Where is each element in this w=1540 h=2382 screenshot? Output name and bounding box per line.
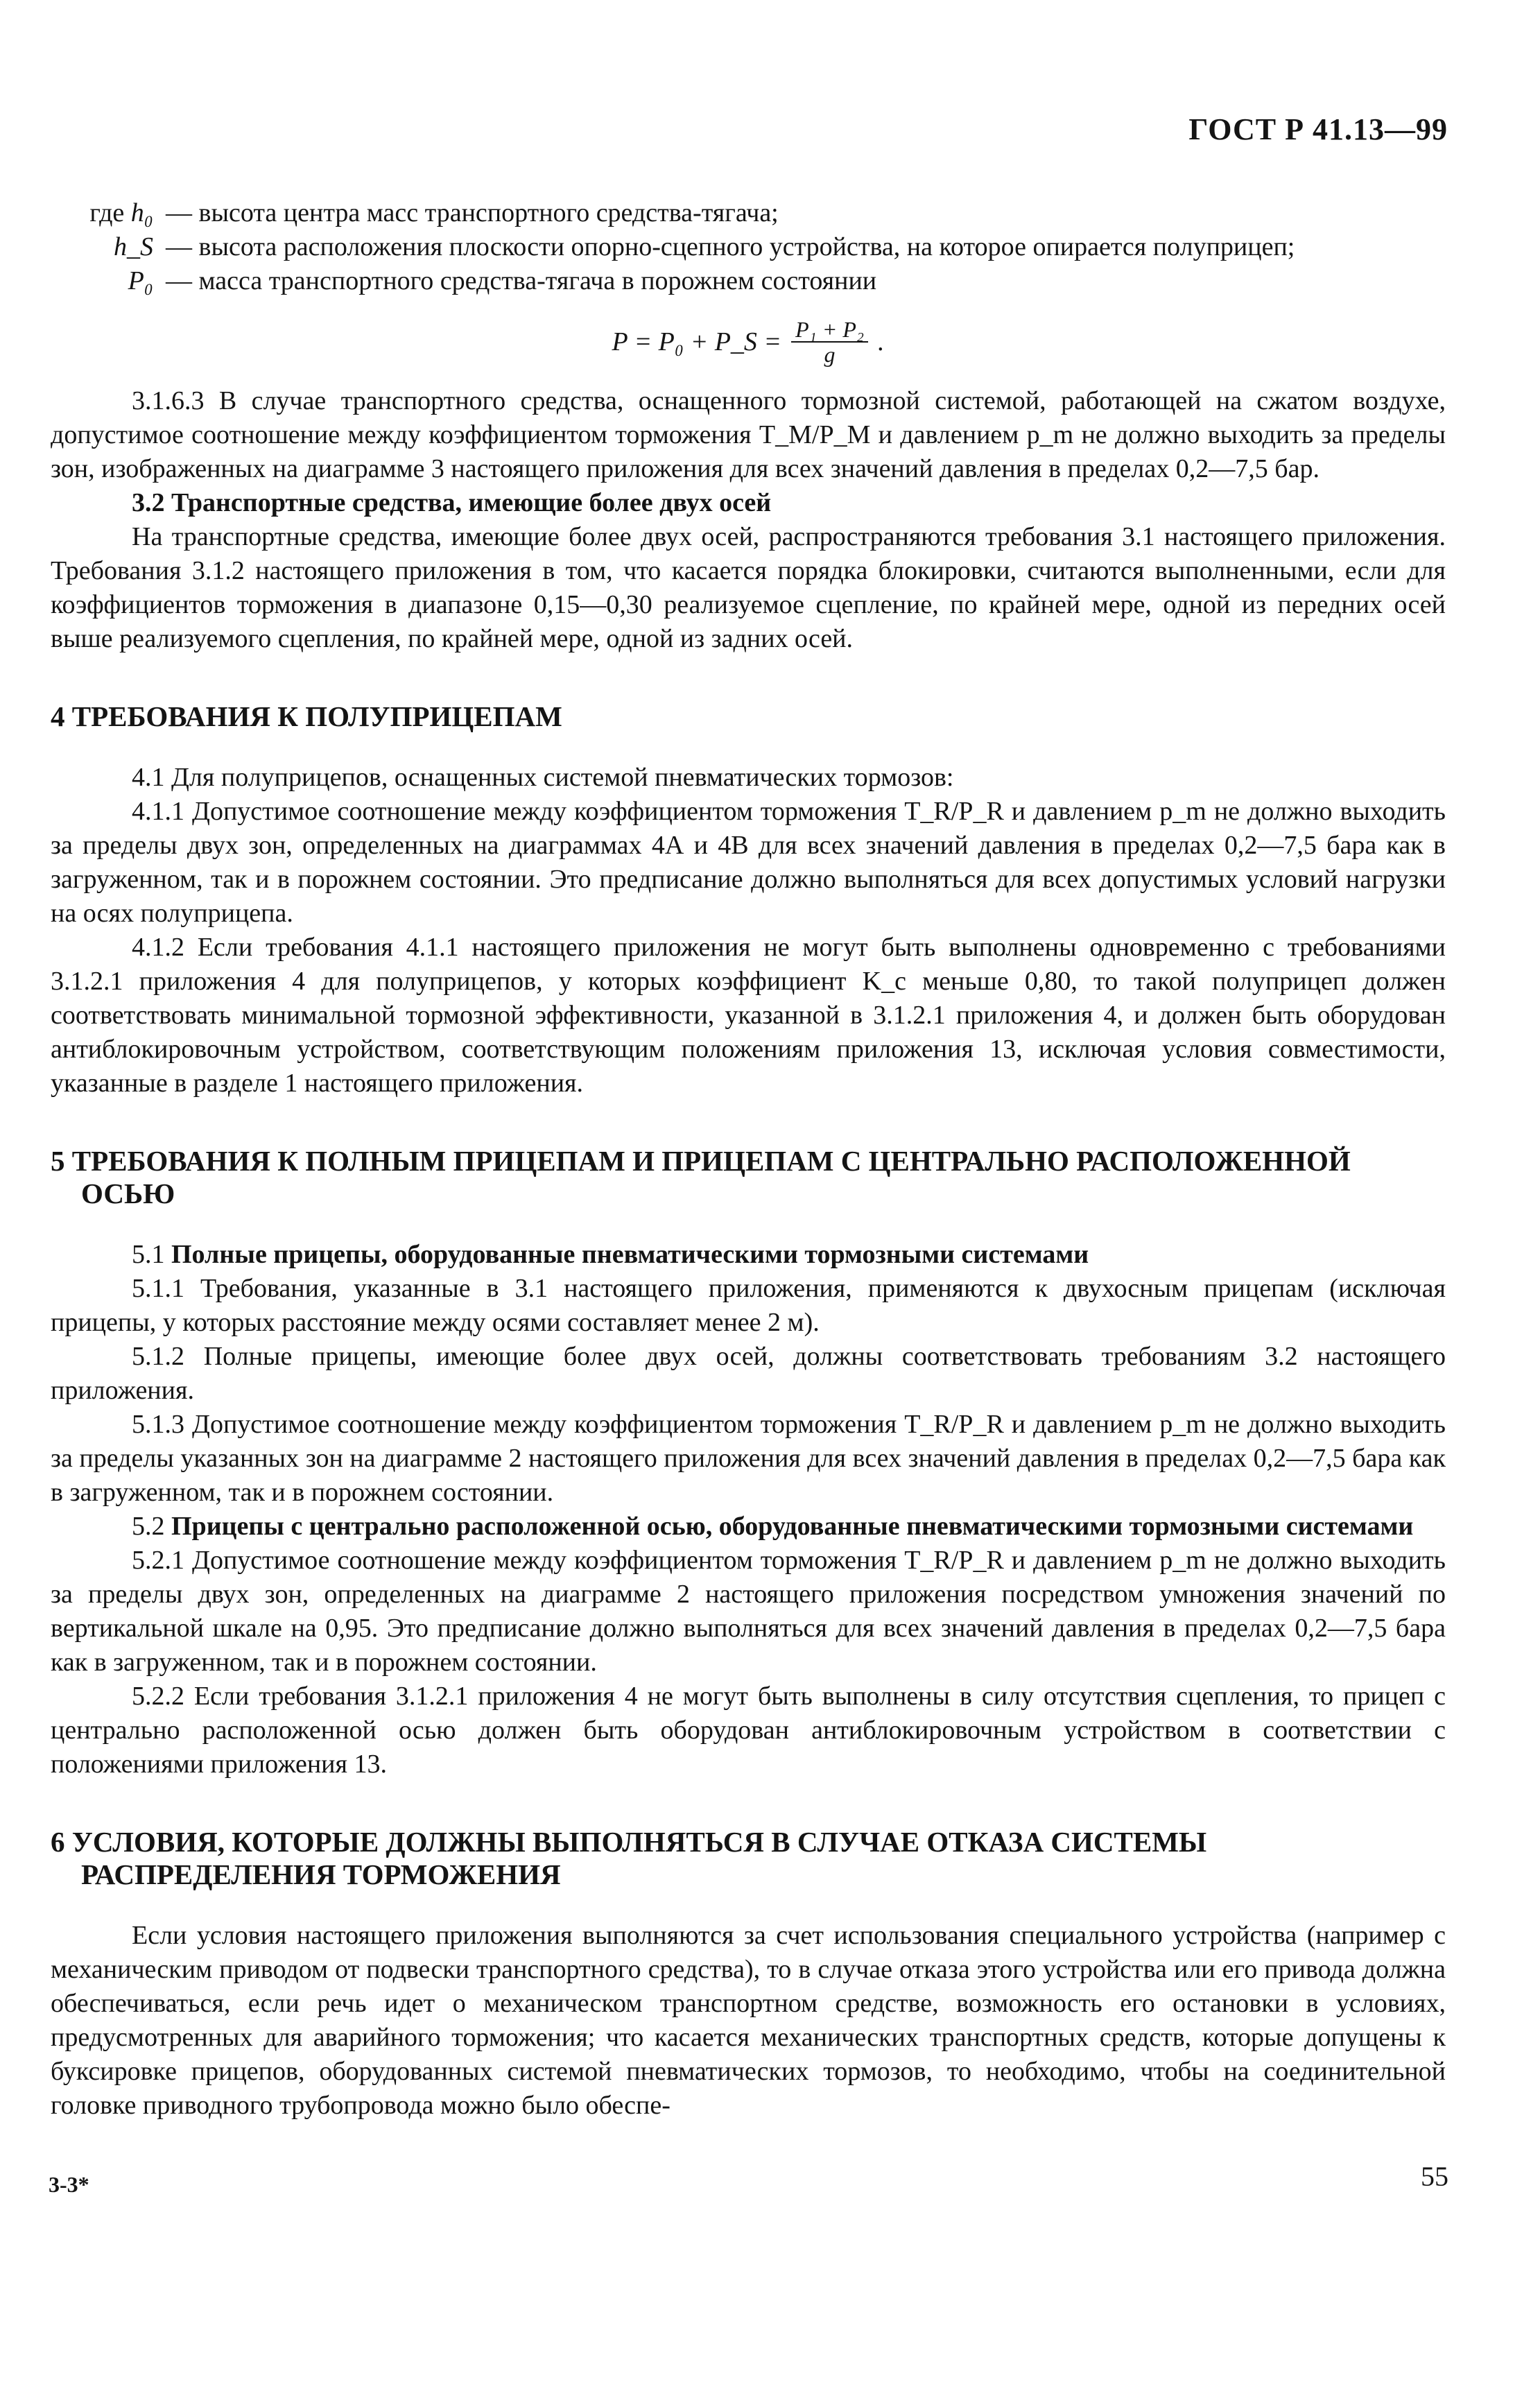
formula-end: . <box>878 327 885 356</box>
definition-h0 <box>51 196 1446 230</box>
definition-symbol: h_S <box>114 232 153 261</box>
formula-numerator: P₁ + P₂ <box>791 318 868 343</box>
page-number: 55 <box>1421 2161 1448 2192</box>
definition-symbol-text: h₀ <box>130 198 153 227</box>
section-3-2-title: 3.2 Транспортные средства, имеющие более двух осей <box>132 488 772 517</box>
formula-denominator: g <box>824 342 836 367</box>
section-5-heading: 5 ТРЕБОВАНИЯ К ПОЛНЫМ ПРИЦЕПАМ И ПРИЦЕПАМ С ЦЕНТРАЛЬНО РАСПОЛОЖЕННОЙ ОСЬЮ <box>51 1145 1351 1209</box>
formula-lhs: P = P₀ + P_S = <box>612 327 782 356</box>
paragraph-3-1-6-3: 3.1.6.3 В случае транспортного средства, оснащенного тормозной системой, работающей на сжатом воздухе, допустимое соотношение между коэффициентом торможения T_M/P_M и давлением p_m не должно выходить за пределы зон, изображенных на диаграмме 3 настоящего приложения для всех значений давления в пределах 0,2—7,5 бар. <box>51 386 1446 483</box>
definition-symbol <box>51 196 166 230</box>
paragraph-4-1-1: 4.1.1 Допустимое соотношение между коэффициентом торможения T_R/P_R и давлением p_m не должно выходить за пределы двух зон, определенных на диаграммах 4А и 4В для всех значений давления в пределах 0,2—7,5 бара как в загруженном, так и в порожнем состоянии. Это предписание должно выполняться для всех допустимых условий нагрузки на осях полуприцепа. <box>51 797 1446 928</box>
paragraph-5-2-1: 5.2.1 Допустимое соотношение между коэффициентом торможения T_R/P_R и давлением p_m не должно выходить за пределы двух зон, определенных на диаграмме 2 настоящего приложения посредством умножения значений по вертикальной шкале на 0,95. Это предписание должно выполняться для всех значений давления в пределах 0,2—7,5 бара как в загруженном, так и в порожнем состоянии. <box>51 1546 1446 1677</box>
paragraph-5-2-2: 5.2.2 Если требования 3.1.2.1 приложения 4 не могут быть выполнены в силу отсутствия сцепления, то прицеп с центрально расположенной осью должен быть оборудован антиблокировочным устройством в соответствии с положениями приложения 13. <box>51 1682 1446 1779</box>
paragraph-4-1: 4.1 Для полуприцепов, оснащенных системой пневматических тормозов: <box>132 763 954 792</box>
section-6-heading: 6 УСЛОВИЯ, КОТОРЫЕ ДОЛЖНЫ ВЫПОЛНЯТЬСЯ В СЛУЧАЕ ОТКАЗА СИСТЕМЫ РАСПРЕДЕЛЕНИЯ ТОРМОЖЕНИЯ <box>51 1826 1207 1890</box>
section-5-1-title <box>51 1238 1446 1272</box>
section-5-1-number: 5.1 <box>132 1240 165 1269</box>
paragraph-5-1-2: 5.1.2 Полные прицепы, имеющие более двух осей, должны соответствовать требованиям 3.2 настоящего приложения. <box>51 1342 1446 1405</box>
document-code-header: ГОСТ Р 41.13—99 <box>1188 112 1448 146</box>
definition-symbol: P₀ <box>128 266 153 295</box>
paragraph-5-1-3: 5.1.3 Допустимое соотношение между коэффициентом торможения T_R/P_R и давлением p_m не должно выходить за пределы указанных зон на диаграмме 2 настоящего приложения для всех значений давления в пределах 0,2—7,5 бара как в загруженном, так и в порожнем состоянии. <box>51 1410 1446 1507</box>
definition-prefix: где <box>89 198 125 227</box>
paragraph-5-1-1: 5.1.1 Требования, указанные в 3.1 настоящего приложения, применяются к двухосным прицепам (исключая прицепы, у которых расстояние между осями составляет менее 2 м). <box>51 1274 1446 1337</box>
definition-text: — масса транспортного средства-тягача в порожнем состоянии <box>166 266 877 295</box>
mass-formula <box>51 318 1446 366</box>
section-5-2-number: 5.2 <box>132 1512 165 1541</box>
section-5-1-title-text: Полные прицепы, оборудованные пневматическими тормозными системами <box>171 1240 1089 1269</box>
definition-hs <box>51 230 1446 264</box>
section-5-2-title <box>51 1510 1446 1544</box>
definition-text: — высота центра масс транспортного средства-тягача; <box>166 198 779 227</box>
section-4-heading: 4 ТРЕБОВАНИЯ К ПОЛУПРИЦЕПАМ <box>51 700 562 732</box>
paragraph-4-1-2: 4.1.2 Если требования 4.1.1 настоящего приложения не могут быть выполнены одновременно с требованиями 3.1.2.1 приложения 4 для полуприцепов, у которых коэффициент K_c меньше 0,80, то такой полуприцеп должен соответствовать минимальной тормозной эффективности, указанной в 3.1.2.1 приложения 4, и должен быть оборудован антиблокировочным устройством, соответствующим положениям приложения 13, исключая условия совместимости, указанные в разделе 1 настоящего приложения. <box>51 933 1446 1098</box>
paragraph-3-2: На транспортные средства, имеющие более двух осей, распространяются требования 3.1 настоящего приложения. Требования 3.1.2 настоящего приложения в том, что касается порядка блокировки, считаются выполненными, если для коэффициентов торможения в диапазоне 0,15—0,30 реализуемое сцепление, по крайней мере, одной из передних осей выше реализуемого сцепления, по крайней мере, одной из задних осей. <box>51 522 1446 653</box>
sheet-mark: 3-3* <box>49 2172 89 2197</box>
formula-fraction <box>791 318 868 366</box>
section-5-2-title-text: Прицепы с центрально расположенной осью, оборудованные пневматическими тормозными системами <box>171 1512 1414 1541</box>
paragraph-6: Если условия настоящего приложения выполняются за счет использования специального устройства (например с механическим приводом от подвески транспортного средства), то в случае отказа этого устройства или его привода должна обеспечиваться, если речь идет о механическом транспортном средстве, возможность его остановки в условиях, предусмотренных для аварийного торможения; что касается механических транспортных средств, которые допущены к буксировке прицепов, оборудованных системой пневматических тормозов, то необходимо, чтобы на соединительной головке приводного трубопровода можно было обеспе- <box>51 1921 1446 2120</box>
definition-p0 <box>51 264 1446 298</box>
page-content <box>51 196 1446 2123</box>
definition-text: — высота расположения плоскости опорно-сцепного устройства, на которое опирается полуприцеп; <box>166 232 1295 261</box>
